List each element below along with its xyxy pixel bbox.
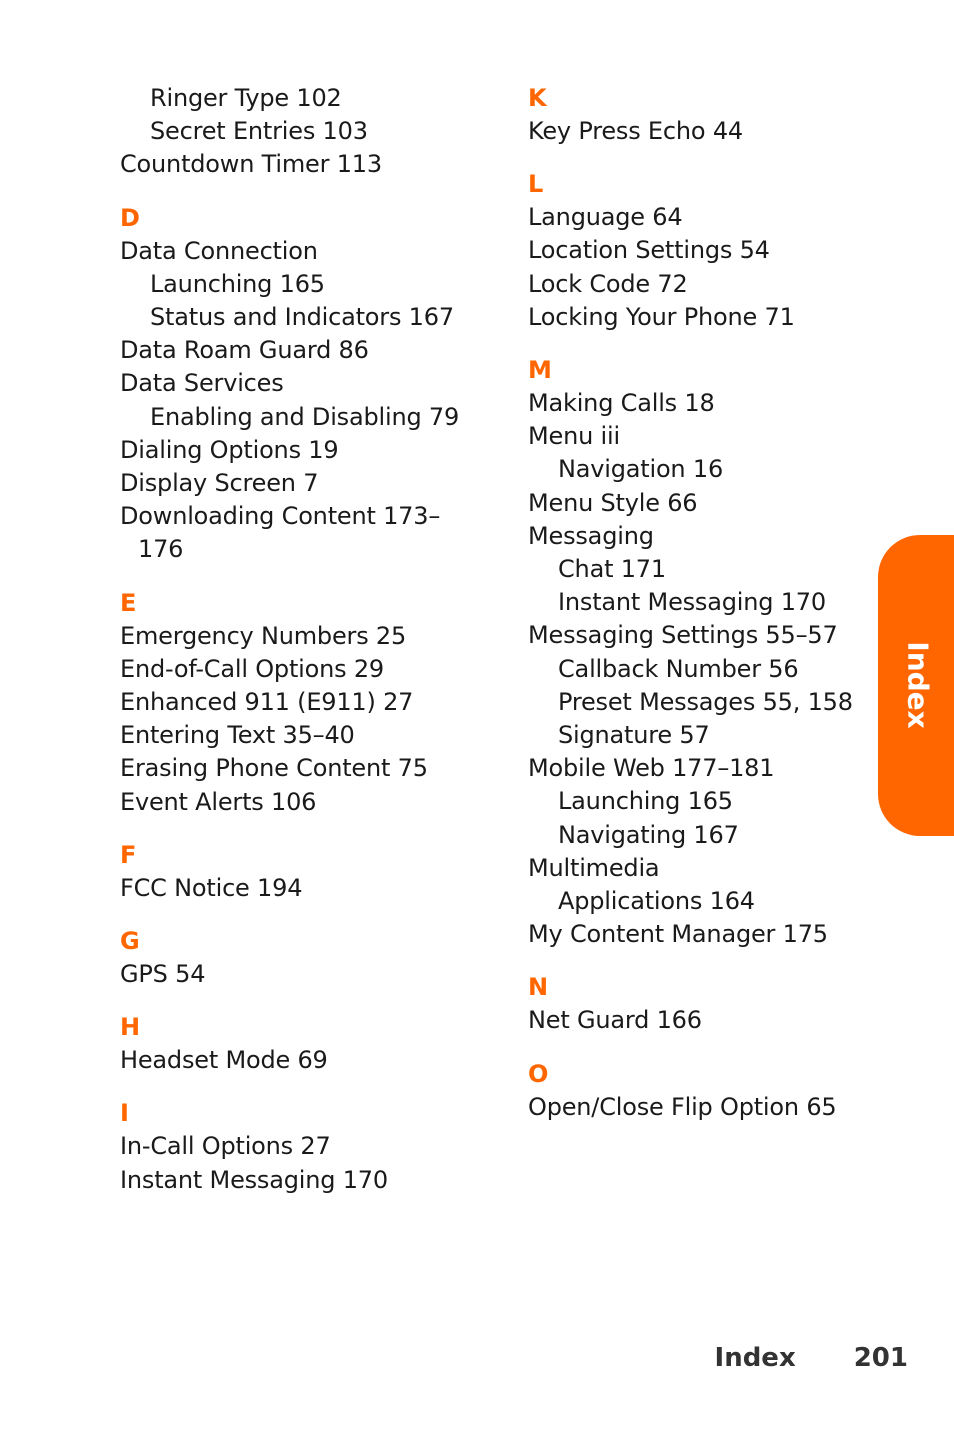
index-entry: Instant Messaging 170 xyxy=(120,1165,388,1194)
index-entry: Data Roam Guard 86 xyxy=(120,336,369,365)
index-subentry: Ringer Type 102 xyxy=(150,84,342,112)
index-subentry: Preset Messages 55, 158 xyxy=(558,687,853,716)
index-entry: Messaging Settings 55–57 xyxy=(528,621,838,650)
index-entry: Menu iii xyxy=(528,422,620,451)
section-letter: F xyxy=(120,840,137,869)
index-entry: Emergency Numbers 25 xyxy=(120,621,407,650)
index-entry: Dialing Options 19 xyxy=(120,435,339,464)
section-letter: D xyxy=(120,203,140,232)
index-entry: Language 64 xyxy=(528,203,683,232)
section-letter: E xyxy=(120,588,137,617)
page-number: 201 xyxy=(853,1343,908,1373)
index-subentry: Instant Messaging 170 xyxy=(558,588,826,617)
index-entry: Display Screen 7 xyxy=(120,469,319,498)
index-entry: 176 xyxy=(138,535,184,564)
index-entry: Making Calls 18 xyxy=(528,389,715,418)
index-subentry: Status and Indicators 167 xyxy=(150,303,454,332)
index-entry: GPS 54 xyxy=(120,960,206,989)
index-subentry: Chat 171 xyxy=(558,555,666,584)
index-section xyxy=(120,1097,500,1196)
index-section xyxy=(528,971,873,1037)
index-subentry: Callback Number 56 xyxy=(558,654,799,683)
index-entry: Menu Style 66 xyxy=(528,488,698,517)
index-entry: Mobile Web 177–181 xyxy=(528,754,775,783)
index-section xyxy=(528,1058,873,1124)
page-footer xyxy=(715,1343,908,1373)
index-entry: Locking Your Phone 71 xyxy=(528,302,795,331)
side-tab-label: Index xyxy=(901,641,935,729)
index-entry: Entering Text 35–40 xyxy=(120,721,355,750)
index-entry: Open/Close Flip Option 65 xyxy=(528,1092,837,1121)
index-entry: Data Connection xyxy=(120,236,318,265)
index-subentry: Navigating 167 xyxy=(558,820,739,849)
index-section xyxy=(528,168,873,334)
section-letter: G xyxy=(120,927,140,956)
index-entry: Enhanced 911 (E911) 27 xyxy=(120,688,414,717)
index-entry: In-Call Options 27 xyxy=(120,1132,331,1161)
index-subentry: Applications 164 xyxy=(558,887,755,916)
section-letter: K xyxy=(528,84,547,112)
index-subentry: Launching 165 xyxy=(558,787,733,816)
index-entry: Downloading Content 173– xyxy=(120,502,441,531)
section-letter: O xyxy=(528,1059,549,1088)
index-section xyxy=(120,839,500,905)
index-entry: Data Services xyxy=(120,369,284,398)
index-section xyxy=(120,925,500,991)
index-entry: Multimedia xyxy=(528,853,660,882)
index-entry: Net Guard 166 xyxy=(528,1006,702,1035)
index-section xyxy=(120,202,500,567)
index-subentry: Launching 165 xyxy=(150,269,325,298)
index-subentry: Enabling and Disabling 79 xyxy=(150,402,460,431)
section-letter: M xyxy=(528,356,552,385)
index-column-left xyxy=(120,82,500,1217)
index-section xyxy=(528,354,873,951)
footer-section-name: Index xyxy=(714,1343,796,1373)
index-entry: My Content Manager 175 xyxy=(528,920,828,949)
index-entry: FCC Notice 194 xyxy=(120,873,303,902)
index-entry: End-of-Call Options 29 xyxy=(120,654,384,683)
index-entry: Messaging xyxy=(528,521,654,550)
section-letter: H xyxy=(120,1013,141,1042)
index-entry: Key Press Echo 44 xyxy=(528,117,743,145)
index-column-right xyxy=(528,82,873,1144)
index-section xyxy=(120,587,500,819)
index-subentry: Secret Entries 103 xyxy=(150,117,368,146)
index-entry: Erasing Phone Content 75 xyxy=(120,754,428,783)
index-section xyxy=(528,82,873,148)
section-letter: L xyxy=(528,170,544,199)
index-entry: Headset Mode 69 xyxy=(120,1046,328,1075)
index-subentry: Signature 57 xyxy=(558,721,710,750)
index-entry: Countdown Timer 113 xyxy=(120,150,382,179)
index-section-continued xyxy=(120,82,500,182)
index-entry: Location Settings 54 xyxy=(528,236,770,265)
index-section xyxy=(120,1011,500,1077)
index-subentry: Navigation 16 xyxy=(558,455,724,484)
index-entry: Lock Code 72 xyxy=(528,269,688,298)
section-letter: N xyxy=(528,973,549,1002)
index-entry: Event Alerts 106 xyxy=(120,787,317,816)
section-letter: I xyxy=(120,1099,129,1128)
